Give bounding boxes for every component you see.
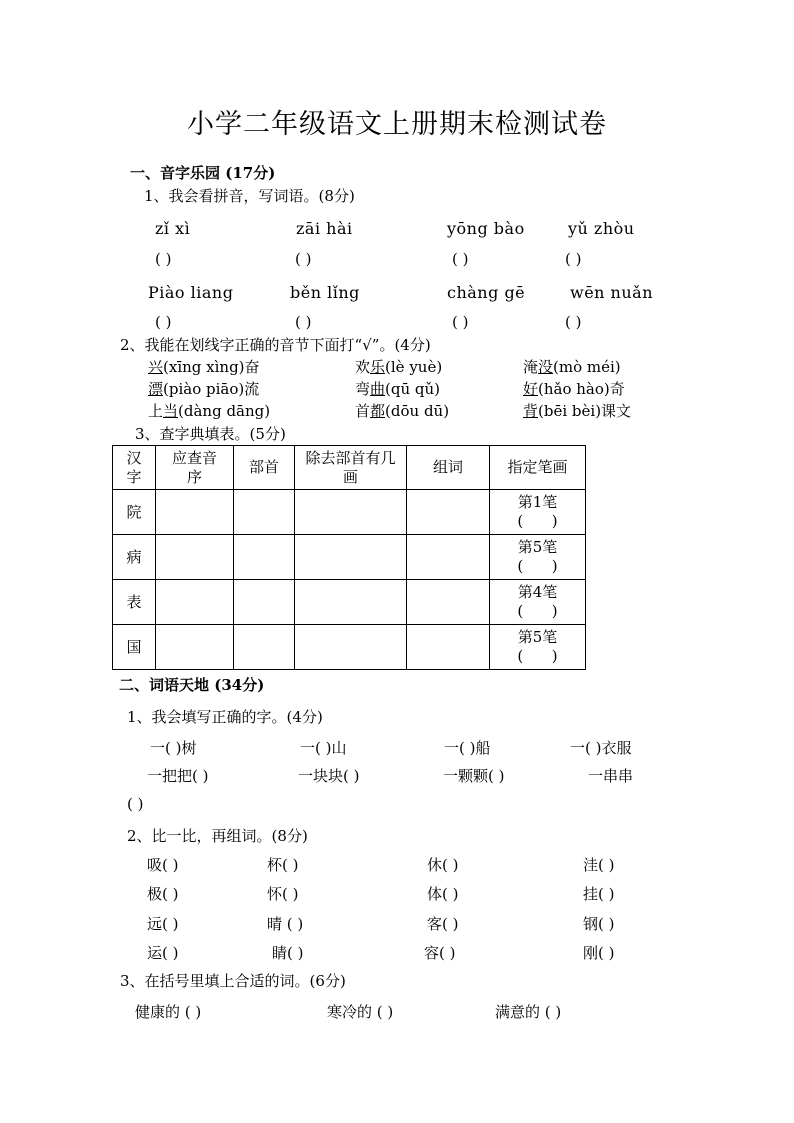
question-prompt: 2、我能在划线字正确的音节下面打“√”。(4分) <box>120 336 431 354</box>
table-cell-input[interactable] <box>234 535 295 580</box>
compare-item[interactable]: 体( ) <box>427 885 459 903</box>
table-cell-stroke[interactable] <box>490 490 586 535</box>
table-cell-input[interactable] <box>295 580 407 625</box>
table-row <box>113 490 586 535</box>
pinyin: wēn nuǎn <box>570 283 654 302</box>
question-prompt: 1、我会填写正确的字。(4分) <box>127 708 323 726</box>
table-cell-stroke[interactable] <box>490 580 586 625</box>
answer-blank[interactable]: ( ) <box>155 250 172 268</box>
compare-item[interactable]: 挂( ) <box>583 885 615 903</box>
pinyin: běn lǐng <box>290 283 360 302</box>
compare-item[interactable]: 睛( ) <box>272 944 304 962</box>
compare-item[interactable]: 极( ) <box>147 885 179 903</box>
table-cell-stroke[interactable] <box>490 625 586 670</box>
table-row <box>113 580 586 625</box>
table-header: 指定笔画 <box>490 446 586 490</box>
pinyin-choice[interactable]: 首都(dōu dū) <box>355 402 450 420</box>
pinyin-choice[interactable]: 漂(piào piāo)流 <box>148 380 260 398</box>
table-header: 应查音序 <box>156 446 234 490</box>
section-heading: 一、音字乐园 (17分) <box>130 164 276 182</box>
question-prompt: 3、查字典填表。(5分) <box>135 425 286 443</box>
pinyin-choice[interactable]: 弯曲(qū qǔ) <box>355 380 441 398</box>
answer-blank[interactable]: ( ) <box>452 313 469 331</box>
fill-item[interactable]: 寒冷的 ( ) <box>327 1003 394 1021</box>
fill-item[interactable]: 一颗颗( ) <box>443 767 505 785</box>
compare-item[interactable]: 运( ) <box>147 944 179 962</box>
page-title: 小学二年级语文上册期末检测试卷 <box>187 109 607 140</box>
table-cell-char: 国 <box>113 625 156 670</box>
answer-blank[interactable]: ( ) <box>517 512 558 530</box>
pinyin: zǐ xì <box>155 219 191 238</box>
table-header: 除去部首有几画 <box>295 446 407 490</box>
pinyin: yōng bào <box>447 219 525 238</box>
fill-item[interactable]: 一串串 <box>588 767 634 785</box>
table-cell-input[interactable] <box>234 580 295 625</box>
table-cell-input[interactable] <box>295 535 407 580</box>
section-heading: 二、词语天地 (34分) <box>119 676 265 694</box>
table-cell-char: 表 <box>113 580 156 625</box>
answer-blank[interactable]: ( ) <box>295 313 312 331</box>
table-cell-char: 院 <box>113 490 156 535</box>
question-prompt: 2、比一比，再组词。(8分) <box>127 827 308 845</box>
compare-item[interactable]: 容( ) <box>424 944 456 962</box>
pinyin-choice[interactable]: 兴(xīng xìng)奋 <box>148 358 260 376</box>
table-cell-input[interactable] <box>234 490 295 535</box>
table-cell-char: 病 <box>113 535 156 580</box>
pinyin-choice[interactable]: 背(bēi bèi)课文 <box>523 402 632 420</box>
answer-blank[interactable]: ( ) <box>517 557 558 575</box>
table-cell-stroke[interactable] <box>490 535 586 580</box>
pinyin-choice[interactable]: 淹没(mò méi) <box>523 358 621 376</box>
fill-item[interactable]: 一( )船 <box>444 739 491 757</box>
answer-blank[interactable]: ( ) <box>127 795 144 813</box>
table-header: 汉字 <box>113 446 156 490</box>
pinyin-choice[interactable]: 欢乐(lè yuè) <box>355 358 443 376</box>
compare-item[interactable]: 怀( ) <box>267 885 299 903</box>
table-cell-input[interactable] <box>234 625 295 670</box>
pinyin: zāi hài <box>296 219 353 238</box>
compare-item[interactable]: 远( ) <box>147 915 179 933</box>
table-row <box>113 535 586 580</box>
fill-item[interactable]: 满意的 ( ) <box>495 1003 562 1021</box>
table-header: 部首 <box>234 446 295 490</box>
pinyin-choice[interactable]: 好(hǎo hào)奇 <box>523 380 625 398</box>
answer-blank[interactable]: ( ) <box>452 250 469 268</box>
compare-item[interactable]: 刚( ) <box>583 944 615 962</box>
table-header: 组词 <box>407 446 490 490</box>
pinyin: Piào liang <box>148 283 234 302</box>
answer-blank[interactable]: ( ) <box>517 647 558 665</box>
answer-blank[interactable]: ( ) <box>517 602 558 620</box>
pinyin: chàng gē <box>447 283 526 302</box>
stroke-label: 第4笔 <box>517 583 558 601</box>
fill-item[interactable]: 一( )树 <box>150 739 197 757</box>
table-cell-input[interactable] <box>407 580 490 625</box>
table-row <box>113 625 586 670</box>
compare-item[interactable]: 吸( ) <box>147 856 179 874</box>
dictionary-table <box>112 445 586 670</box>
table-cell-input[interactable] <box>295 490 407 535</box>
table-cell-input[interactable] <box>156 535 234 580</box>
question-prompt: 3、在括号里填上合适的词。(6分) <box>120 972 346 990</box>
fill-item[interactable]: 一块块( ) <box>298 767 360 785</box>
table-header-row <box>113 446 586 490</box>
compare-item[interactable]: 钢( ) <box>583 915 615 933</box>
question-prompt: 1、我会看拼音，写词语。(8分) <box>144 187 355 205</box>
fill-item[interactable]: 一( )山 <box>300 739 347 757</box>
pinyin-choice[interactable]: 上当(dàng dāng) <box>148 402 271 420</box>
stroke-label: 第1笔 <box>517 493 558 511</box>
table-cell-input[interactable] <box>407 535 490 580</box>
answer-blank[interactable]: ( ) <box>565 313 582 331</box>
compare-item[interactable]: 晴 ( ) <box>267 915 304 933</box>
compare-item[interactable]: 洼( ) <box>583 856 615 874</box>
stroke-label: 第5笔 <box>517 628 558 646</box>
compare-item[interactable]: 杯( ) <box>267 856 299 874</box>
table-cell-input[interactable] <box>407 490 490 535</box>
answer-blank[interactable]: ( ) <box>155 313 172 331</box>
table-cell-input[interactable] <box>156 625 234 670</box>
table-cell-input[interactable] <box>407 625 490 670</box>
answer-blank[interactable]: ( ) <box>565 250 582 268</box>
pinyin: yǔ zhòu <box>568 219 635 238</box>
stroke-label: 第5笔 <box>517 538 558 556</box>
fill-item[interactable]: 一( )衣服 <box>570 739 632 757</box>
table-cell-input[interactable] <box>156 490 234 535</box>
fill-item[interactable]: 一把把( ) <box>147 767 209 785</box>
compare-item[interactable]: 休( ) <box>427 856 459 874</box>
answer-blank[interactable]: ( ) <box>295 250 312 268</box>
fill-item[interactable]: 健康的 ( ) <box>135 1003 202 1021</box>
table-cell-input[interactable] <box>156 580 234 625</box>
table-cell-input[interactable] <box>295 625 407 670</box>
compare-item[interactable]: 客( ) <box>427 915 459 933</box>
